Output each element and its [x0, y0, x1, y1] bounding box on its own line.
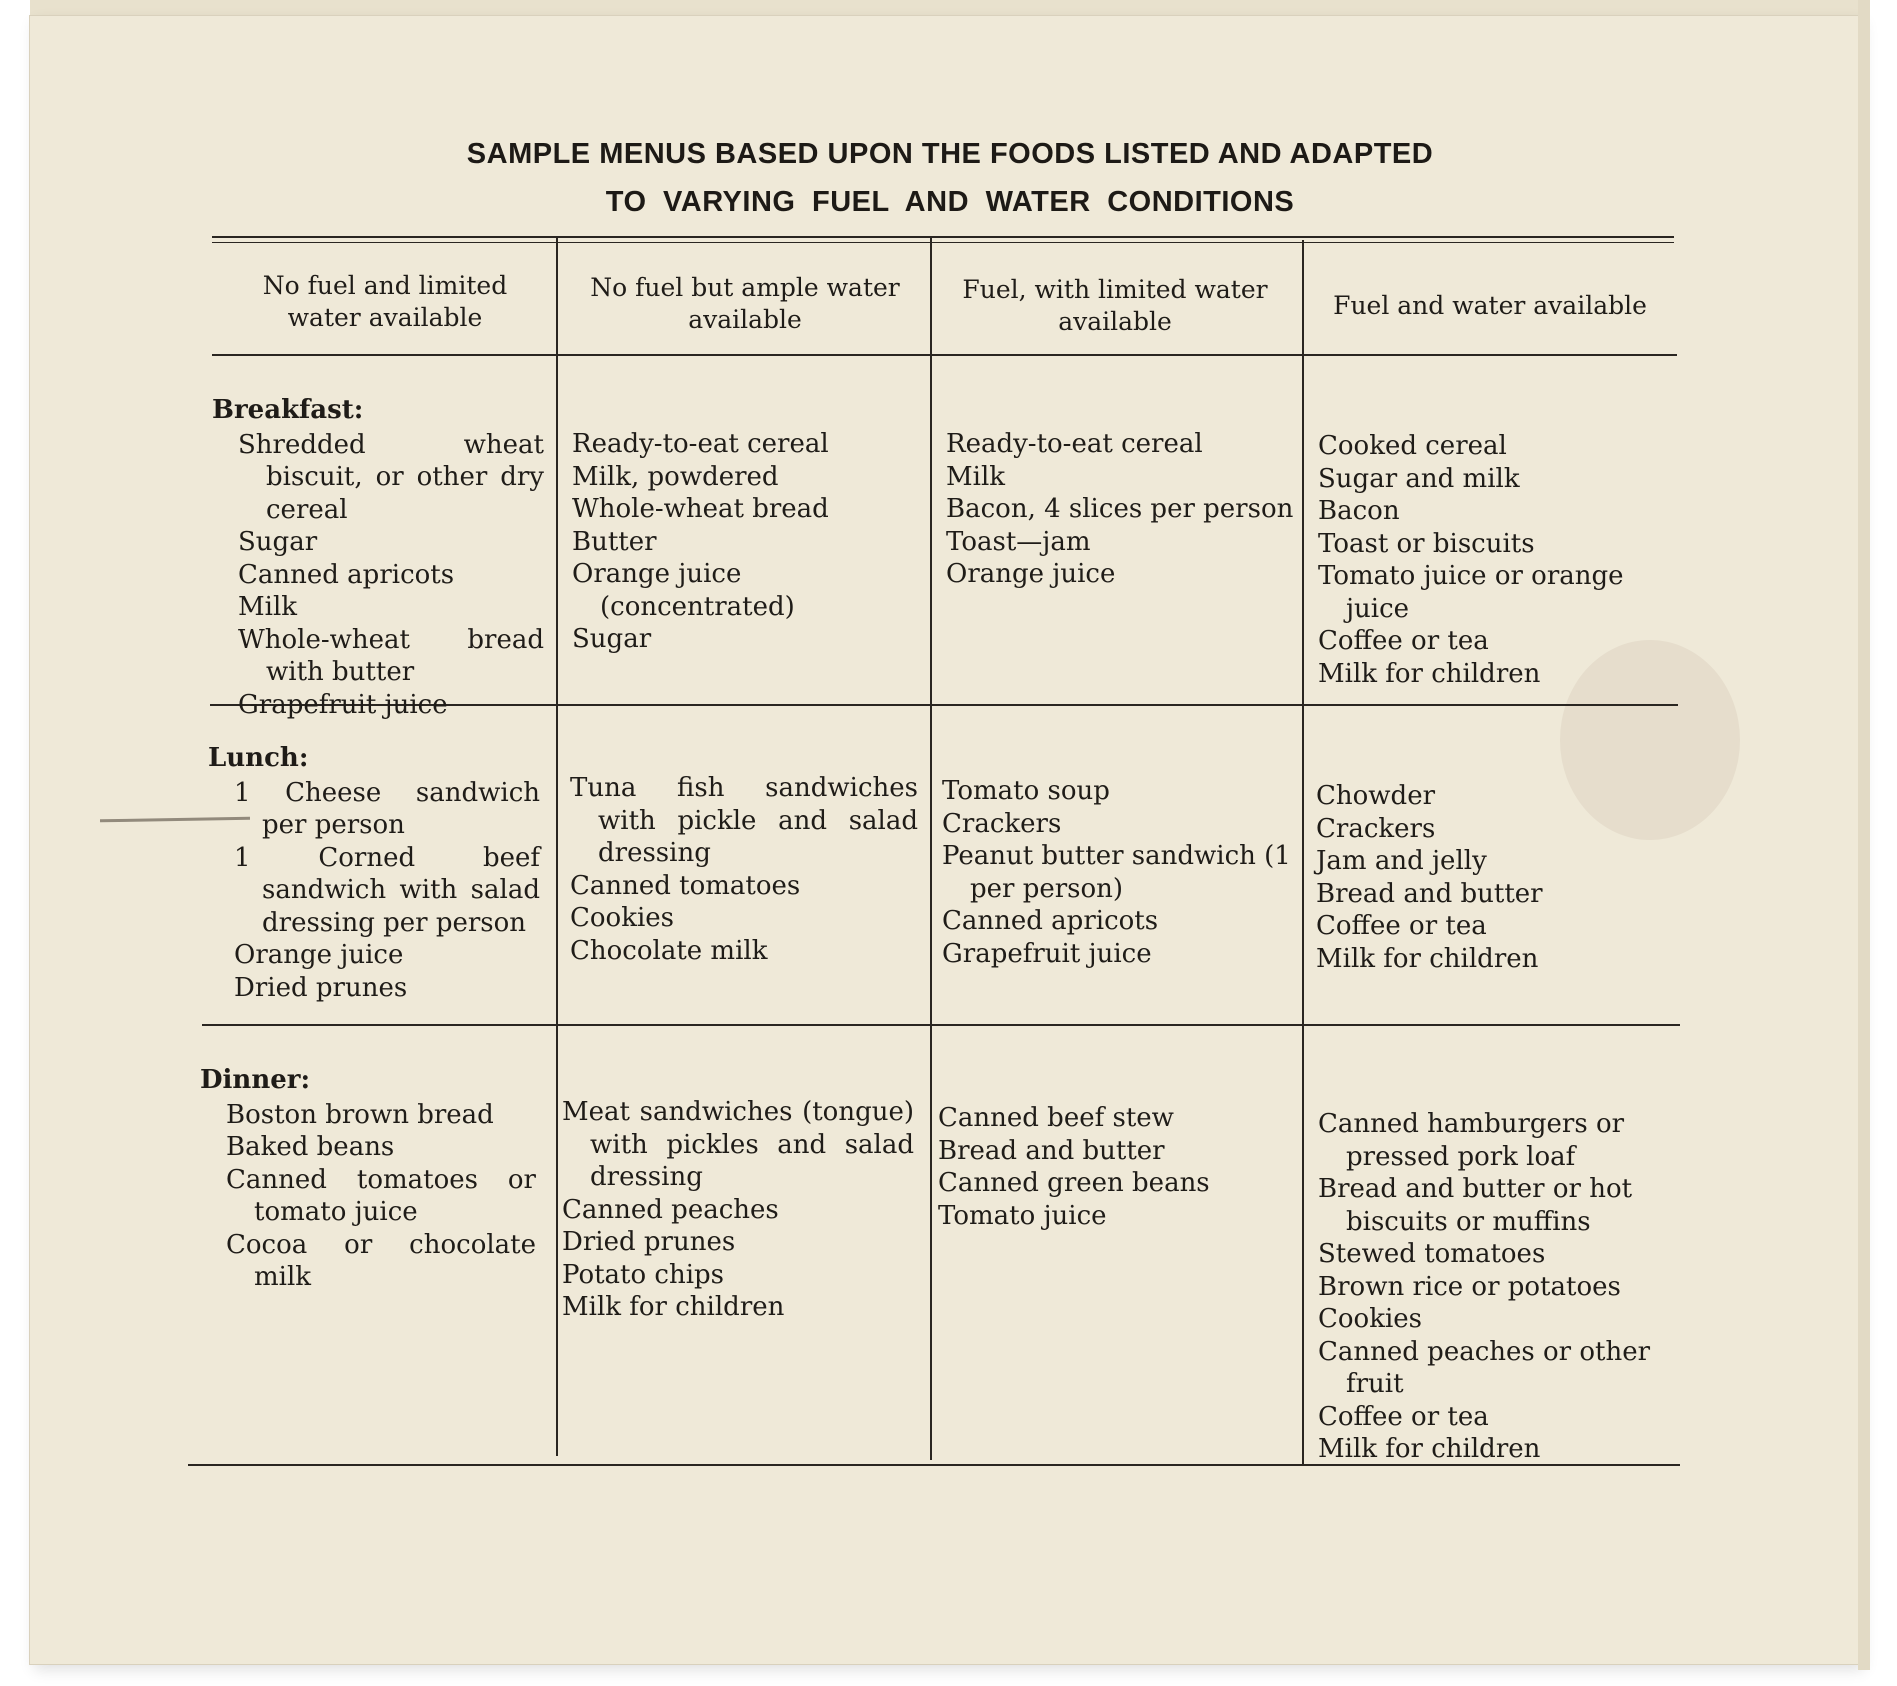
list-item: Canned green beans [938, 1168, 1210, 1198]
list-item: Bread and butter [1316, 878, 1543, 909]
list-item: Sugar [572, 624, 652, 654]
column-divider-2 [930, 238, 932, 1460]
menu-cell [1318, 430, 1668, 690]
column-header: Fuel and water available [1333, 291, 1647, 320]
list-item: Whole-wheat bread [572, 494, 829, 524]
list-item: Chowder [1316, 781, 1436, 811]
document-title-line-2: TO VARYING FUEL AND WATER CONDITIONS [605, 186, 1295, 218]
list-item: Shredded wheat biscuit, or other dry cereal [238, 429, 544, 525]
header-bottom-rule [212, 354, 1677, 356]
list-item: Canned peaches [562, 1194, 779, 1225]
menu-cell [946, 428, 1296, 591]
list-item: Milk [946, 461, 1006, 492]
menu-items [212, 429, 544, 722]
list-item: Sugar [238, 527, 318, 557]
list-item: Canned hamburgers or pressed pork loaf [1318, 1109, 1625, 1172]
menu-cell [1318, 1108, 1680, 1466]
menu-cell [208, 742, 540, 1004]
list-item: Milk, powdered [572, 461, 779, 492]
column-header: Fuel, with limited water available [962, 275, 1268, 336]
list-item: Butter [572, 526, 657, 557]
list-item: Bread and butter [938, 1135, 1165, 1166]
document-title-line-1: SAMPLE MENUS BASED UPON THE FOODS LISTED AND ADAPTED [466, 138, 1434, 170]
menu-items [938, 1102, 1288, 1232]
list-item: Orange juice [234, 940, 404, 970]
list-item: 1 Corned beef sandwich with salad dressing per person [234, 842, 540, 938]
list-item: Canned apricots [238, 559, 455, 590]
column-header: No fuel but ample water available [590, 273, 900, 334]
menu-cell [938, 1102, 1288, 1232]
menu-items [572, 428, 922, 656]
menu-items [1316, 780, 1666, 975]
list-item: Baked beans [226, 1132, 395, 1162]
list-item: Canned apricots [942, 906, 1159, 936]
list-item: Dried prunes [234, 972, 408, 1003]
list-item: Sugar and milk [1318, 463, 1520, 494]
list-item: Canned peaches or other fruit [1318, 1336, 1651, 1399]
list-item: Stewed tomatoes [1318, 1239, 1546, 1269]
list-item: Coffee or tea [1316, 911, 1487, 941]
list-item: Crackers [942, 808, 1062, 839]
table-top-rule-2 [212, 242, 1674, 243]
list-item: Cocoa or chocolate milk [226, 1229, 536, 1292]
menu-cell [200, 1064, 536, 1294]
menu-items [562, 1096, 914, 1324]
list-item: Orange juice [946, 559, 1116, 589]
list-item: Tomato juice or orange juice [1318, 561, 1624, 624]
list-item: 1 Cheese sandwich per person [234, 777, 540, 840]
menu-cell [942, 775, 1292, 970]
list-item: Toast or biscuits [1318, 528, 1535, 559]
list-item: Ready-to-eat cereal [946, 429, 1203, 459]
list-item: Potato chips [562, 1259, 725, 1290]
list-item: Tuna fish sandwiches with pickle and salad dressing [570, 773, 918, 868]
menu-items [1318, 1108, 1680, 1466]
menu-cell [572, 428, 922, 656]
list-item: Ready-to-eat cereal [572, 429, 829, 459]
list-item: Tomato soup [942, 776, 1110, 806]
list-item: Orange juice (concentrated) [572, 559, 795, 622]
menu-cell [570, 772, 918, 967]
list-item: Toast—jam [946, 526, 1091, 557]
table-top-rule [212, 236, 1674, 238]
meal-label-breakfast: Breakfast: [212, 395, 364, 425]
menu-cell [212, 394, 544, 721]
list-item: Whole-wheat bread with butter [238, 624, 544, 687]
menu-cell [1316, 780, 1666, 975]
column-header: No fuel and limited water available [262, 271, 508, 332]
list-item: Tomato juice [938, 1200, 1107, 1231]
column-divider-1 [556, 238, 558, 1456]
list-item: Cookies [1318, 1304, 1422, 1334]
paper-edge [1858, 0, 1870, 1670]
list-item: Milk [238, 592, 298, 622]
list-item: Canned beef stew [938, 1103, 1174, 1133]
list-item: Jam and jelly [1316, 846, 1487, 876]
list-item: Peanut butter sandwich (1 per person) [942, 841, 1291, 904]
list-item: Cooked cereal [1318, 431, 1507, 461]
menu-items [1318, 430, 1668, 690]
list-item: Coffee or tea [1318, 626, 1489, 656]
menu-items [942, 775, 1292, 970]
meal-label-lunch: Lunch: [208, 743, 309, 773]
column-divider-3 [1302, 240, 1304, 1466]
list-item: Bacon [1318, 496, 1400, 526]
list-item: Canned tomatoes or tomato juice [226, 1164, 536, 1227]
list-item: Grapefruit juice [238, 689, 448, 720]
list-item: Grapefruit juice [942, 938, 1152, 969]
list-item: Chocolate milk [570, 935, 768, 966]
list-item: Brown rice or potatoes [1318, 1271, 1621, 1302]
list-item: Milk for children [1316, 943, 1539, 974]
list-item: Meat sandwiches (tongue) with pickles and salad dressing [562, 1097, 914, 1192]
menu-items [208, 777, 540, 1005]
menu-items [200, 1099, 536, 1294]
meal-label-dinner: Dinner: [200, 1065, 311, 1095]
list-item: Milk for children [1318, 1434, 1541, 1464]
list-item: Crackers [1316, 813, 1436, 844]
list-item: Dried prunes [562, 1227, 736, 1257]
list-item: Milk for children [562, 1292, 785, 1322]
list-item: Boston brown bread [226, 1099, 494, 1130]
list-item: Canned tomatoes [570, 870, 801, 901]
list-item: Milk for children [1318, 658, 1541, 689]
list-item: Cookies [570, 903, 674, 933]
list-item: Coffee or tea [1318, 1401, 1489, 1432]
list-item: Bacon, 4 slices per person [946, 494, 1294, 524]
lunch-bottom-rule [202, 1024, 1680, 1026]
menu-items [570, 772, 918, 967]
list-item: Bread and butter or hot biscuits or muffins [1318, 1174, 1633, 1237]
menu-items [946, 428, 1296, 591]
menu-cell [562, 1096, 914, 1324]
